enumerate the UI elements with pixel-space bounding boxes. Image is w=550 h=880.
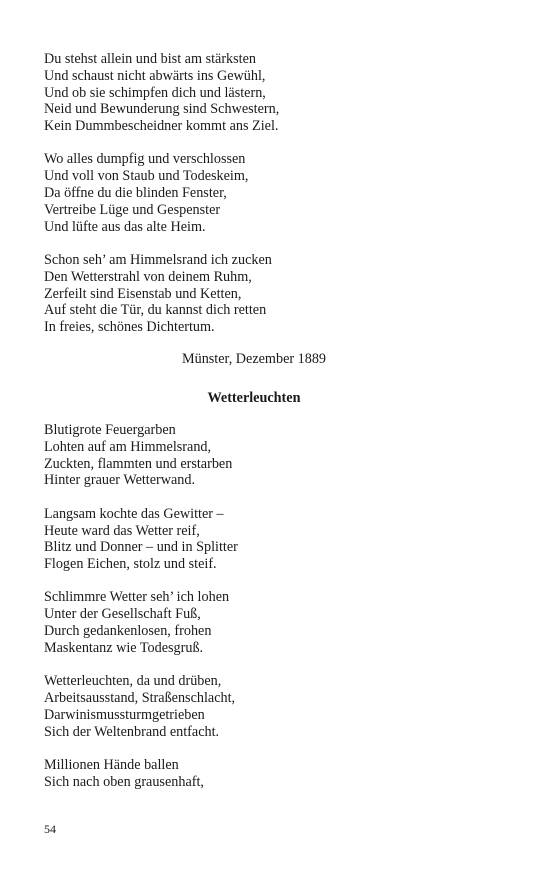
- verse-line: Da öffne du die blinden Fenster,: [44, 185, 227, 202]
- verse-line: Lohten auf am Himmelsrand,: [44, 438, 212, 455]
- page-number: 54: [44, 822, 56, 836]
- verse-line: Neid und Bewunderung sind Schwestern,: [44, 101, 280, 118]
- poem2-stanza-4: [44, 673, 464, 740]
- verse-line: Schon seh’ am Himmelsrand ich zucken: [44, 251, 272, 268]
- poem-title: Wetterleuchten: [207, 390, 301, 407]
- poem1-stanza-1: [44, 51, 464, 135]
- verse-line: Sich nach oben grausenhaft,: [44, 773, 204, 790]
- verse-line: Langsam kochte das Gewitter –: [44, 505, 224, 522]
- verse-line: Hinter grauer Wetterwand.: [44, 472, 196, 489]
- page-content: [44, 51, 464, 807]
- verse-line: Flogen Eichen, stolz und steif.: [44, 556, 217, 573]
- poem1-stanza-3: [44, 252, 464, 336]
- verse-line: Zuckten, flammten und erstarben: [44, 455, 233, 472]
- verse-line: Kein Dummbescheidner kommt ans Ziel.: [44, 118, 279, 135]
- verse-line: Maskentanz wie Todesgruß.: [44, 639, 204, 656]
- verse-line: Arbeitsausstand, Straßenschlacht,: [44, 689, 236, 706]
- verse-line: Vertreibe Lüge und Gespenster: [44, 201, 221, 218]
- verse-line: Zerfeilt sind Eisenstab und Ketten,: [44, 285, 242, 302]
- verse-line: Darwinismussturmgetrieben: [44, 706, 205, 723]
- verse-line: Du stehst allein und bist am stärksten: [44, 51, 256, 67]
- verse-line: Unter der Gesellschaft Fuß,: [44, 606, 201, 623]
- poem2-stanza-2: [44, 506, 464, 573]
- verse-line: Und lüfte aus das alte Heim.: [44, 218, 206, 235]
- poem1-stanza-2: [44, 151, 464, 235]
- poem2-stanza-5: [44, 757, 464, 791]
- verse-line: Wo alles dumpfig und verschlossen: [44, 151, 246, 168]
- verse-line: Und schaust nicht abwärts ins Gewühl,: [44, 67, 266, 84]
- verse-line: Heute ward das Wetter reif,: [44, 522, 200, 539]
- verse-line: Wetterleuchten, da und drüben,: [44, 673, 222, 690]
- verse-line: Und voll von Staub und Todeskeim,: [44, 168, 249, 185]
- verse-line: Millionen Hände ballen: [44, 756, 179, 773]
- poem2-stanza-3: [44, 589, 464, 656]
- verse-line: Auf steht die Tür, du kannst dich retten: [44, 302, 267, 319]
- verse-line: Und ob sie schimpfen dich und lästern,: [44, 84, 266, 101]
- poem2-stanza-1: [44, 422, 464, 489]
- verse-line: Den Wetterstrahl von deinem Ruhm,: [44, 268, 252, 285]
- verse-line: Blutigrote Feuergarben: [44, 422, 176, 439]
- verse-line: Durch gedankenlosen, frohen: [44, 623, 212, 640]
- verse-line: Sich der Weltenbrand entfacht.: [44, 723, 220, 740]
- poem-dateline: Münster, Dezember 1889: [181, 351, 327, 368]
- verse-line: Blitz und Donner – und in Splitter: [44, 539, 238, 556]
- verse-line: Schlimmre Wetter seh’ ich lohen: [44, 589, 230, 606]
- verse-line: In freies, schönes Dichtertum.: [44, 319, 215, 336]
